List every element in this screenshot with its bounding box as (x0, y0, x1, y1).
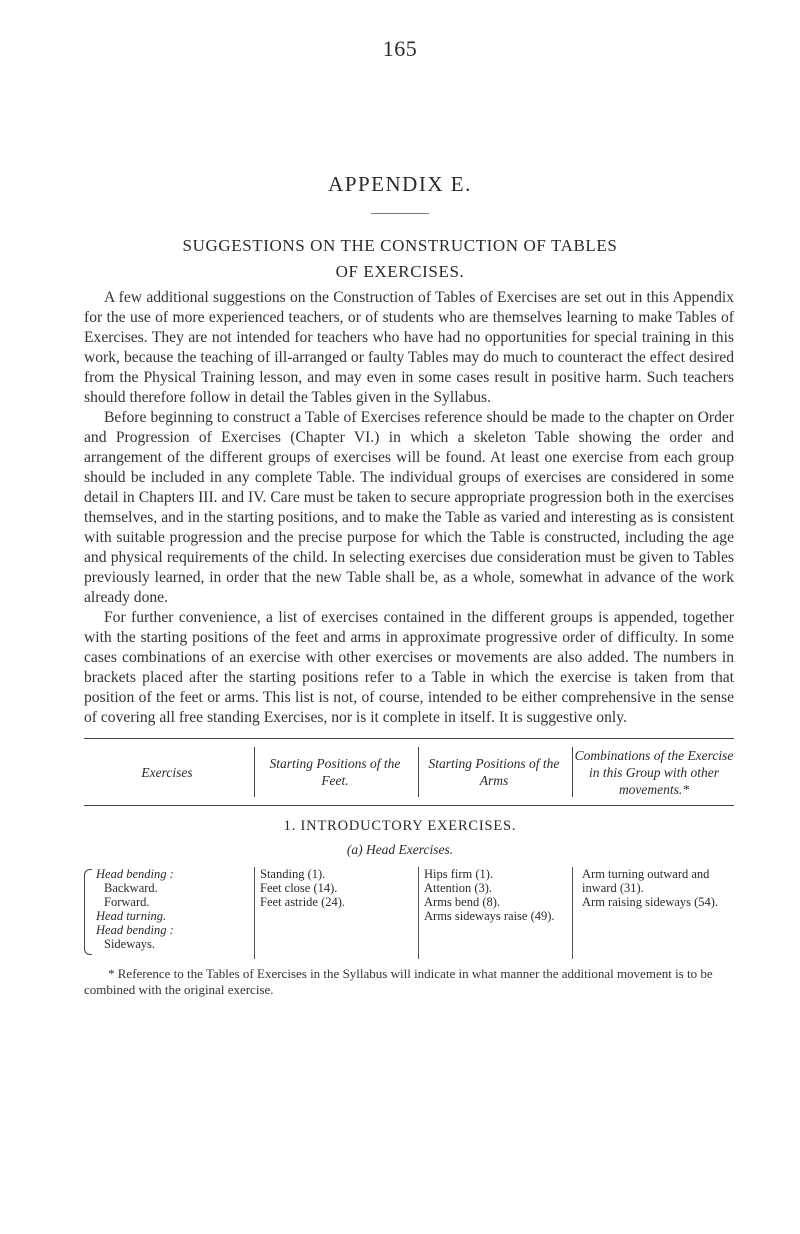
title-divider (371, 213, 429, 214)
arm-positions-cell (424, 867, 574, 923)
subsection-title: (a) Head Exercises. (346, 842, 454, 857)
feet-position-item: Standing (1). (260, 867, 326, 881)
exercise-item: Head turning. (96, 909, 167, 923)
paragraph: Before beginning to construct a Table of Exercises reference should be made to the chapter on Order and Progression of Exercises (Chapter VI.) in which a skeleton Table showing the order and arrangement of the different groups of exercises will be found. At least one exercise from each group should be included in any complete Table. The individual groups of exercises are considered in some detail in Chapters III. and IV. Care must be taken to secure appropriate progression both in the exercises themselves, and in the starting positions, and to make the Table as varied and interesting as is consistent with suitable progression and the precise purpose for which the Table is constructed, including the age and physical requirements of the child. In selecting exercises due consideration must be given to Tables previously learned, in order that the new Table shall be, as a whole, somewhat in advance of the work already done. (84, 409, 734, 606)
feet-position-item: Feet close (14). (260, 881, 338, 895)
main-heading (60, 233, 740, 285)
section-title: 1. INTRODUCTORY EXERCISES. (283, 818, 517, 834)
arm-position-item: Attention (3). (424, 881, 493, 895)
column-divider (418, 867, 419, 959)
column-divider (572, 867, 573, 959)
table-row (84, 867, 734, 959)
appendix-title: APPENDIX E. (328, 172, 472, 196)
paragraph: A few additional suggestions on the Construction of Tables of Exercises are set out in this Appendix for the use of more experienced teachers, or of students who are themselves learning to make Tables of Exercises. They are not intended for teachers who have had no opportunities for special training in this work, because the teaching of ill-arranged or faulty Tables may do much to counteract the effect desired from the Physical Training lesson, and may even in some cases result in positive harm. Such teachers should therefore follow in detail the Tables given in the Syllabus. (84, 289, 734, 406)
exercise-item: Forward. (104, 895, 150, 909)
exercises-cell (96, 867, 246, 951)
arm-position-item: Arms bend (8). (424, 895, 501, 909)
paragraph: For further convenience, a list of exercises contained in the different groups is appended, together with the starting positions of the feet and arms in approximate progressive order of difficulty. In some cases combinations of an exercise with other exercises or movements are also added. The numbers in brackets placed after the starting positions refer to a Table in which the exercise is taken from that position of the feet or arms. This list is not, of course, intended to be either comprehensive in the sense of covering all free standing Exercises, nor is it complete in itself. It is suggestive only. (84, 609, 734, 726)
column-header-exercises: Exercises (141, 764, 193, 780)
grouping-brace (84, 869, 92, 955)
arm-position-item: Hips firm (1). (424, 867, 494, 881)
body-text (84, 288, 734, 728)
exercise-item: Backward. (104, 881, 158, 895)
column-header-feet-positions: Starting Positions of the Feet. (254, 747, 415, 797)
combinations-cell (582, 867, 734, 909)
feet-positions-cell (260, 867, 410, 909)
column-header-arm-positions: Starting Positions of the Arms (418, 747, 569, 797)
exercise-item: Head bending : (96, 867, 174, 881)
arm-position-item: Arms sideways raise (49). (424, 909, 555, 923)
main-heading-line-2: OF EXERCISES. (335, 262, 465, 281)
table-header (84, 738, 734, 806)
combination-item: Arm turning outward and inward (31). (582, 867, 710, 895)
column-header-combinations: Combinations of the Exercise in this Group with other movements.* (572, 747, 735, 797)
page-number: 165 (382, 36, 418, 61)
footnote: * Reference to the Tables of Exercises in the Syllabus will indicate in what manner the additional movement is to be combined with the original exercise. (84, 966, 713, 997)
main-heading-line-1: SUGGESTIONS ON THE CONSTRUCTION OF TABLES (182, 236, 618, 255)
exercise-item: Head bending : (96, 923, 174, 937)
feet-position-item: Feet astride (24). (260, 895, 346, 909)
combination-item: Arm raising sideways (54). (582, 895, 719, 909)
column-divider (254, 867, 255, 959)
exercise-item: Sideways. (104, 937, 156, 951)
